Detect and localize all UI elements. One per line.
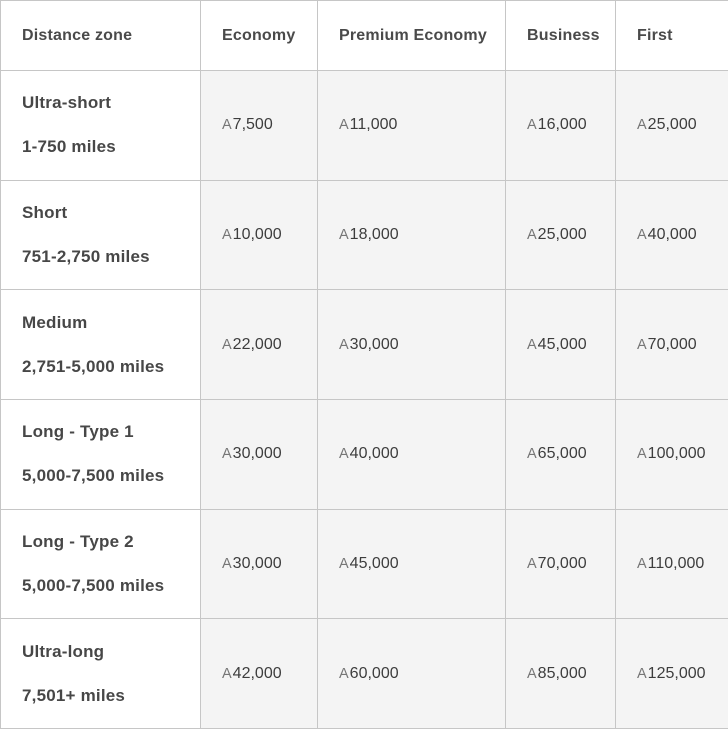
price-cell-first <box>616 180 728 290</box>
price-value: 10,000 <box>232 225 282 243</box>
avios-currency-symbol: A <box>637 117 647 134</box>
price-cell-first <box>616 509 728 619</box>
zone-cell <box>1 509 201 619</box>
avios-currency-symbol: A <box>222 336 232 353</box>
price-value: 40,000 <box>349 445 399 463</box>
column-header-distance-zone: Distance zone <box>1 1 201 71</box>
price-cell-premium-economy <box>318 509 506 619</box>
avios-currency-symbol: A <box>339 665 349 682</box>
price-cell-economy <box>201 290 318 400</box>
zone-range: 5,000-7,500 miles <box>22 575 165 595</box>
price-cell-economy <box>201 509 318 619</box>
price-cell-first <box>616 290 728 400</box>
price-cell-economy <box>201 71 318 181</box>
zone-range: 7,501+ miles <box>22 685 126 705</box>
price-value: 45,000 <box>537 335 587 353</box>
price-cell-premium-economy <box>318 619 506 729</box>
price-cell-economy <box>201 180 318 290</box>
price-cell-premium-economy <box>318 290 506 400</box>
avios-currency-symbol: A <box>527 665 537 682</box>
price-cell-business <box>506 399 616 509</box>
avios-currency-symbol: A <box>637 336 647 353</box>
avios-currency-symbol: A <box>222 226 232 243</box>
zone-range: 1-750 miles <box>22 137 116 157</box>
column-header-premium-economy: Premium Economy <box>318 1 506 71</box>
price-value: 85,000 <box>537 664 587 682</box>
avios-currency-symbol: A <box>527 117 537 134</box>
price-value: 30,000 <box>349 335 399 353</box>
avios-currency-symbol: A <box>527 336 537 353</box>
price-value: 40,000 <box>647 225 697 243</box>
price-value: 70,000 <box>647 335 697 353</box>
avios-currency-symbol: A <box>339 446 349 463</box>
price-cell-business <box>506 71 616 181</box>
zone-cell <box>1 290 201 400</box>
avios-currency-symbol: A <box>637 446 647 463</box>
price-value: 125,000 <box>647 664 706 682</box>
zone-range: 5,000-7,500 miles <box>22 466 165 486</box>
avios-currency-symbol: A <box>637 226 647 243</box>
table-row-ultra-long <box>1 619 728 729</box>
price-value: 16,000 <box>537 116 587 134</box>
avios-currency-symbol: A <box>222 555 232 572</box>
avios-currency-symbol: A <box>637 665 647 682</box>
column-header-first: First <box>616 1 728 71</box>
zone-cell <box>1 71 201 181</box>
table-row-ultra-short <box>1 71 728 181</box>
price-value: 65,000 <box>537 445 587 463</box>
price-cell-business <box>506 619 616 729</box>
avios-currency-symbol: A <box>637 555 647 572</box>
price-value: 30,000 <box>232 554 282 572</box>
zone-name: Ultra-short <box>22 93 112 113</box>
avios-currency-symbol: A <box>339 226 349 243</box>
header-row <box>1 1 728 71</box>
avios-currency-symbol: A <box>527 226 537 243</box>
zone-range: 751-2,750 miles <box>22 246 150 266</box>
price-value: 110,000 <box>647 554 705 572</box>
price-cell-first <box>616 399 728 509</box>
price-cell-economy <box>201 619 318 729</box>
price-value: 45,000 <box>349 554 399 572</box>
zone-name: Ultra-long <box>22 641 105 661</box>
zone-cell <box>1 180 201 290</box>
price-cell-business <box>506 509 616 619</box>
column-header-economy: Economy <box>201 1 318 71</box>
avios-currency-symbol: A <box>527 555 537 572</box>
price-value: 30,000 <box>232 445 282 463</box>
price-value: 25,000 <box>647 116 697 134</box>
price-value: 25,000 <box>537 225 587 243</box>
price-value: 11,000 <box>349 116 398 134</box>
price-cell-first <box>616 619 728 729</box>
zone-cell <box>1 399 201 509</box>
price-value: 7,500 <box>232 116 273 134</box>
price-cell-premium-economy <box>318 399 506 509</box>
table-row-long-type-2 <box>1 509 728 619</box>
price-cell-premium-economy <box>318 71 506 181</box>
zone-cell <box>1 619 201 729</box>
zone-name: Short <box>22 202 68 222</box>
zone-name: Medium <box>22 312 88 332</box>
price-value: 100,000 <box>647 445 706 463</box>
price-cell-business <box>506 180 616 290</box>
price-cell-first <box>616 71 728 181</box>
column-header-business: Business <box>506 1 616 71</box>
zone-name: Long - Type 2 <box>22 531 134 551</box>
price-value: 70,000 <box>537 554 587 572</box>
avios-currency-symbol: A <box>222 446 232 463</box>
avios-currency-symbol: A <box>222 665 232 682</box>
avios-currency-symbol: A <box>339 336 349 353</box>
price-value: 22,000 <box>232 335 282 353</box>
avios-currency-symbol: A <box>222 117 232 134</box>
zone-name: Long - Type 1 <box>22 422 134 442</box>
table-row-medium <box>1 290 728 400</box>
avios-currency-symbol: A <box>339 555 349 572</box>
price-value: 60,000 <box>349 664 399 682</box>
table-row-short <box>1 180 728 290</box>
price-value: 42,000 <box>232 664 282 682</box>
table-row-long-type-1 <box>1 399 728 509</box>
avios-currency-symbol: A <box>339 117 349 134</box>
price-cell-economy <box>201 399 318 509</box>
price-cell-premium-economy <box>318 180 506 290</box>
avios-currency-symbol: A <box>527 446 537 463</box>
zone-range: 2,751-5,000 miles <box>22 356 165 376</box>
price-value: 18,000 <box>349 225 399 243</box>
price-cell-business <box>506 290 616 400</box>
